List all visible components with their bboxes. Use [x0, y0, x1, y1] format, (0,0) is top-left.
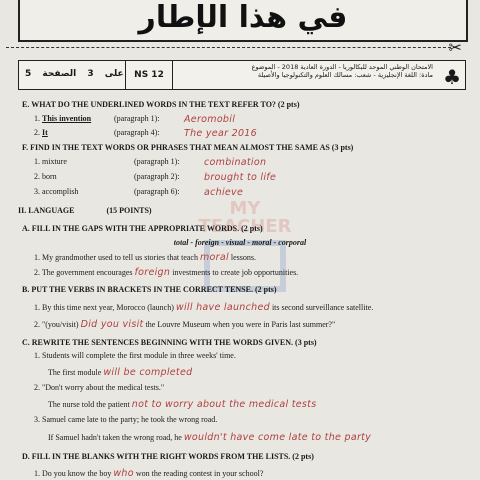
section-c-item-1-rewrite: [48, 367, 192, 378]
section-c-item-1-prompt: [34, 351, 236, 360]
language-heading: [18, 206, 152, 215]
handwritten-answer: moral: [199, 252, 229, 263]
handwritten-answer: Did you visit: [80, 319, 144, 330]
original-sentence: Students will complete the first module in three weeks' time.: [42, 351, 236, 360]
sentence-start: The government encourages: [41, 268, 133, 277]
section-a-item-2: [34, 267, 298, 278]
exam-header: [18, 60, 466, 90]
sentence-end: the Louvre Museum when you were in Paris last summer?": [145, 320, 336, 329]
section-f-title: F. FIND IN THE TEXT WORDS OR PHRASES THAT MEAN ALMOST THE SAME AS (3 pts): [22, 143, 354, 152]
section-b-item-1: [34, 302, 373, 313]
exam-line: الامتحان الوطني الموحد للبكالوريا - الدورة العادية 2018 - الموضوع: [251, 63, 433, 71]
page-indicator: [25, 69, 132, 79]
page-number: 3: [87, 69, 94, 79]
section-e-item-2: [34, 128, 257, 139]
handwritten-answer: wouldn't have come late to the party: [183, 432, 372, 443]
section-b-item-2: [34, 319, 335, 330]
given-start: If Samuel hadn't taken the wrong road, he: [48, 433, 182, 442]
sentence-start: By this time next year, Morocco (launch): [42, 303, 174, 312]
language-title: II. LANGUAGE: [18, 206, 75, 215]
item-number: 1.: [34, 351, 40, 360]
handwritten-answer: The year 2016: [184, 128, 257, 139]
section-e-item-1: [34, 114, 236, 125]
section-a-title: A. FILL IN THE GAPS WITH THE APPROPRIATE WORDS. (2 pts): [22, 224, 263, 233]
banner-title: في هذا الإطار: [138, 0, 348, 35]
item-number: 1.: [34, 157, 40, 166]
handwritten-answer: brought to life: [204, 172, 277, 183]
target-word: born: [42, 172, 57, 181]
page-label: الصفحة: [42, 69, 77, 79]
section-c-item-2-prompt: [34, 383, 164, 392]
sentence-start: "(you/visit): [42, 320, 79, 329]
handwritten-answer: who: [113, 468, 134, 479]
given-start: The first module: [48, 368, 102, 377]
section-c-title: C. REWRITE THE SENTENCES BEGINNING WITH THE WORDS GIVEN. (3 pts): [22, 338, 317, 347]
section-c-item-3-rewrite: [48, 432, 371, 443]
language-points: (15 POINTS): [106, 206, 152, 215]
section-d-item-1: [34, 468, 263, 479]
item-number: 2.: [34, 383, 40, 392]
sentence-end: investments to create job opportunities.: [172, 268, 299, 277]
sentence-start: My grandmother used to tell us stories that teach: [42, 253, 198, 262]
section-e-title: E. WHAT DO THE UNDERLINED WORDS IN THE TEXT REFER TO? (2 pts): [22, 100, 300, 109]
section-f-item-2: [34, 172, 277, 183]
paragraph-ref: (paragraph 1):: [134, 157, 180, 166]
sentence-start: Do you know the boy: [42, 469, 112, 478]
target-word: mixture: [42, 157, 67, 166]
exam-code: NS 12: [125, 61, 173, 89]
exam-info: [252, 63, 433, 79]
subject-line: مادة: اللغة الإنجليزية - شعب: مسالك العلوم والتكنولوجيا والأصيلة: [257, 71, 433, 79]
handwritten-answer: Aeromobil: [184, 114, 236, 125]
given-start: The nurse told the patient: [48, 400, 130, 409]
target-word: accomplish: [42, 187, 79, 196]
watermark-text: MY TEACHER: [198, 198, 292, 237]
underlined-word: This invention: [42, 114, 92, 123]
sentence-end: its second surveillance satellite.: [271, 303, 374, 312]
handwritten-answer: will have launched: [175, 302, 270, 313]
item-number: 1.: [34, 303, 40, 312]
item-number: 1.: [34, 469, 40, 478]
paragraph-ref: (paragraph 1):: [114, 114, 160, 123]
paragraph-ref: (paragraph 6):: [134, 187, 180, 196]
item-number: 2.: [34, 128, 40, 137]
sentence-end: lessons.: [230, 253, 257, 262]
handwritten-answer: achieve: [204, 187, 244, 198]
word-bank: total - foreign - visual - moral - corporal: [173, 238, 307, 247]
section-d-title: D. FILL IN THE BLANKS WITH THE RIGHT WORDS FROM THE LISTS. (2 pts): [22, 452, 314, 461]
original-sentence: "Don't worry about the medical tests.": [42, 383, 165, 392]
item-number: 2.: [34, 172, 40, 181]
club-icon: ♣: [443, 65, 461, 89]
section-f-item-3: [34, 187, 244, 198]
scissors-icon: ✂: [448, 38, 462, 57]
underlined-word: It: [42, 128, 48, 137]
section-c-item-3-prompt: [34, 415, 217, 424]
paragraph-ref: (paragraph 2):: [134, 172, 180, 181]
original-sentence: Samuel came late to the party; he took the wrong road.: [42, 415, 218, 424]
item-number: 2.: [34, 320, 40, 329]
top-banner: [18, 0, 468, 42]
cut-line: [6, 47, 456, 48]
of-label: على: [104, 69, 124, 79]
paragraph-ref: (paragraph 4):: [114, 128, 160, 137]
handwritten-answer: combination: [204, 157, 267, 168]
handwritten-answer: will be completed: [103, 367, 193, 378]
item-number: 1.: [34, 114, 40, 123]
item-number: 1.: [34, 253, 40, 262]
section-c-item-2-rewrite: [48, 399, 316, 410]
section-b-title: B. PUT THE VERBS IN BRACKETS IN THE CORRECT TENSE. (2 pts): [22, 285, 277, 294]
section-f-item-1: [34, 157, 267, 168]
page-total: 5: [25, 69, 32, 79]
handwritten-answer: not to worry about the medical tests: [131, 399, 317, 410]
item-number: 2.: [34, 268, 40, 277]
sentence-end: won the reading contest in your school?: [135, 469, 264, 478]
item-number: 3.: [34, 415, 40, 424]
item-number: 3.: [34, 187, 40, 196]
section-a-item-1: [34, 252, 256, 263]
handwritten-answer: foreign: [134, 267, 171, 278]
